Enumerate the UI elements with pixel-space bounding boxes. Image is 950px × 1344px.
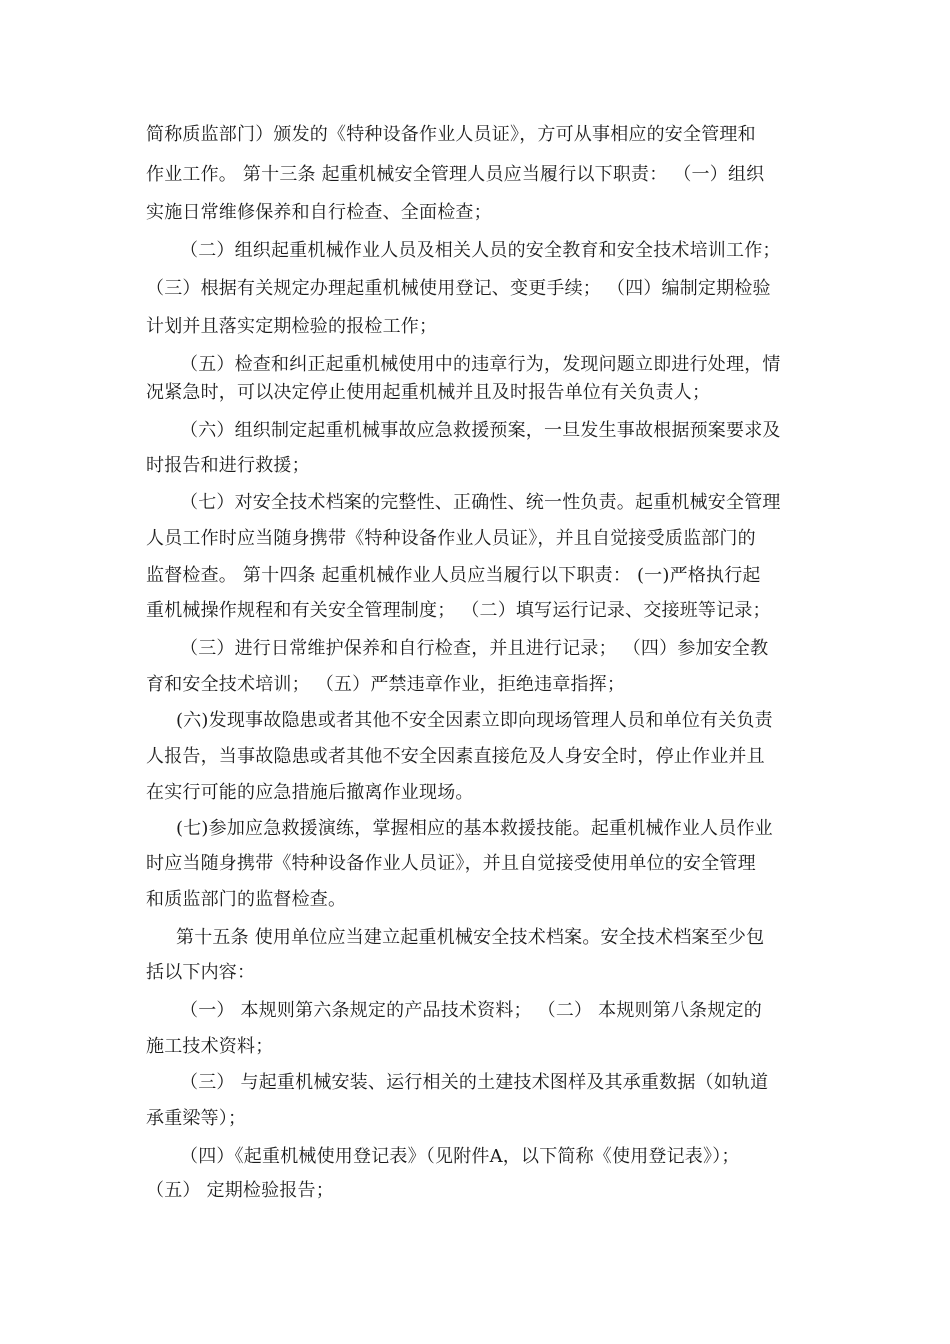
text-line: 作业工作。 第十三条 起重机械安全管理人员应当履行以下职责： （一）组织 [146, 164, 765, 185]
text-line: 实施日常维修保养和自行检查、全面检查； [146, 202, 492, 223]
text-line: （三） 与起重机械安装、运行相关的土建技术图样及其承重数据（如轨道 [180, 1072, 769, 1093]
text-line: （四）《起重机械使用登记表》（见附件A，以下简称《使用登记表》）； [180, 1146, 740, 1167]
text-line: 简称质监部门）颁发的《特种设备作业人员证》，方可从事相应的安全管理和 [146, 124, 756, 145]
text-line: (六)发现事故隐患或者其他不安全因素立即向现场管理人员和单位有关负责 [176, 710, 773, 731]
text-line: （七）对安全技术档案的完整性、正确性、统一性负责。起重机械安全管理 [180, 492, 781, 513]
text-line: 时应当随身携带《特种设备作业人员证》，并且自觉接受使用单位的安全管理 [146, 853, 756, 874]
text-line: 和质监部门的监督检查。 [146, 889, 347, 910]
text-line: （一） 本规则第六条规定的产品技术资料； （二） 本规则第八条规定的 [180, 1000, 762, 1021]
text-line: 重机械操作规程和有关安全管理制度； （二）填写运行记录、交接班等记录； [146, 600, 771, 621]
text-line: 人报告，当事故隐患或者其他不安全因素直接危及人身安全时，停止作业并且 [146, 746, 765, 767]
text-line: 承重梁等）； [146, 1108, 247, 1129]
text-line: 育和安全技术培训； （五）严禁违章作业，拒绝违章指挥； [146, 674, 626, 695]
text-line: 时报告和进行救援； [146, 455, 310, 476]
text-line: （二）组织起重机械作业人员及相关人员的安全教育和安全技术培训工作； [180, 240, 781, 261]
text-line: 括以下内容： [146, 962, 256, 983]
text-line: 监督检查。 第十四条 起重机械作业人员应当履行以下职责： (一)严格执行起 [146, 565, 761, 586]
text-line: 施工技术资料； [146, 1036, 274, 1057]
text-line: 计划并且落实定期检验的报检工作； [146, 316, 438, 337]
text-line: （三）根据有关规定办理起重机械使用登记、变更手续； （四）编制定期检验 [146, 278, 771, 299]
text-line: 在实行可能的应急措施后撤离作业现场。 [146, 782, 474, 803]
text-line: （六）组织制定起重机械事故应急救援预案，一旦发生事故根据预案要求及 [180, 420, 781, 441]
text-line: (七)参加应急救援演练，掌握相应的基本救援技能。起重机械作业人员作业 [176, 818, 773, 839]
text-line: 第十五条 使用单位应当建立起重机械安全技术档案。安全技术档案至少包 [176, 927, 765, 948]
text-line: （三）进行日常维护保养和自行检查，并且进行记录； （四）参加安全教 [180, 638, 769, 659]
text-line: （五）检查和纠正起重机械使用中的违章行为，发现问题立即进行处理，情 [180, 354, 781, 375]
text-line: 况紧急时，可以决定停止使用起重机械并且及时报告单位有关负责人； [146, 382, 711, 403]
text-line: （五） 定期检验报告； [146, 1180, 334, 1201]
text-line: 人员工作时应当随身携带《特种设备作业人员证》，并且自觉接受质监部门的 [146, 528, 756, 549]
